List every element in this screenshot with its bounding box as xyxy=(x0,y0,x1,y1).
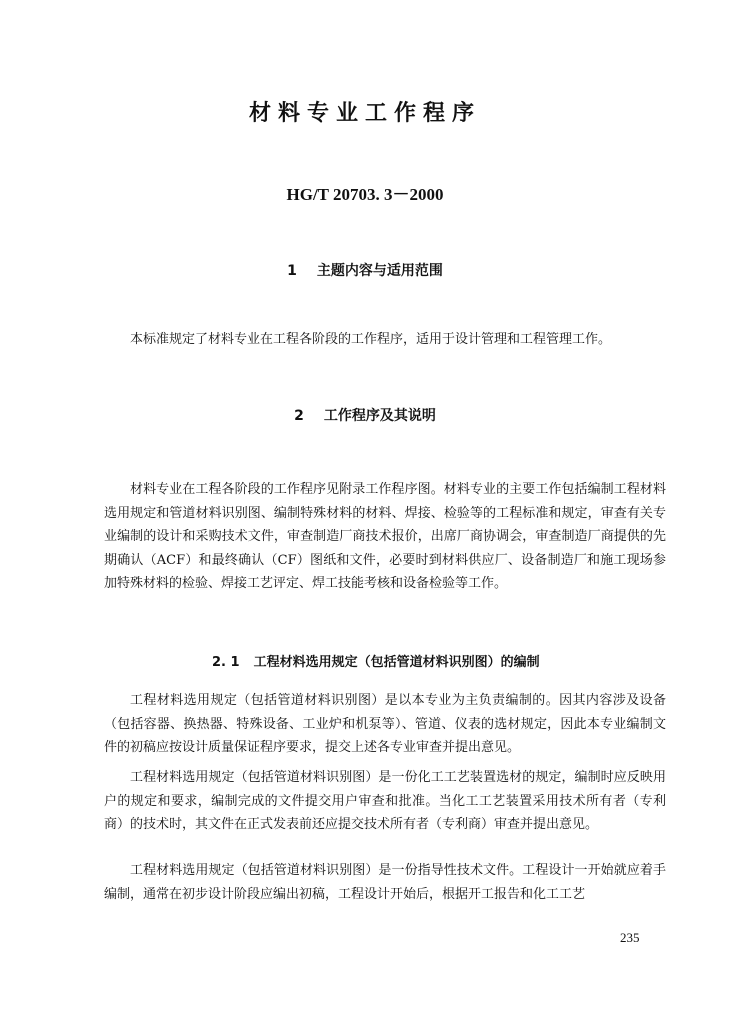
page-number: 235 xyxy=(620,930,640,945)
section-2-paragraph: 材料专业在工程各阶段的工作程序见附录工作程序图。材料专业的主要工作包括编制工程材料选用规定和管道材料识别图、编制特殊材料的材料、焊接、检验等的工程标准和规定，审查有关专业编制的设计和采购技术文件，审查制造厂商技术报价，出席厂商协调会，审查制造厂商提供的先期确认（ACF）和最终确认（CF）图纸和文件，必要时到材料供应厂、设备制造厂和施工现场参加特殊材料的检验、焊接工艺评定、焊工技能考核和设备检验等工作。 xyxy=(104,482,666,591)
section-2-1-title: 工程材料选用规定（包括管道材料识别图）的编制 xyxy=(253,655,540,670)
standard-code: HG/T 20703. 3－2000 xyxy=(286,185,444,204)
section-1-number: 1 xyxy=(287,263,297,279)
section-2-1-paragraph-1: 工程材料选用规定（包括管道材料识别图）是以本专业为主负责编制的。因其内容涉及设备（包括容器、换热器、特殊设备、工业炉和机泵等）、管道、仪表的选材规定，因此本专业编制文件的初稿应按设计质量保证程序要求，提交上述各专业审查并提出意见。 xyxy=(104,693,666,755)
document-title: 材料专业工作程序 xyxy=(248,101,481,126)
section-2-1-number: 2. 1 xyxy=(212,655,240,670)
section-2-1-paragraph-2: 工程材料选用规定（包括管道材料识别图）是一份化工工艺装置选材的规定，编制时应反映用户的规定和要求，编制完成的文件提交用户审查和批准。当化工工艺装置采用技术所有者（专利商）的技术时，其文件在正式发表前还应提交技术所有者（专利商）审查并提出意见。 xyxy=(104,770,666,832)
section-2-title: 工作程序及其说明 xyxy=(323,408,436,424)
section-2-heading xyxy=(0,405,730,425)
section-1-title: 主题内容与适用范围 xyxy=(316,263,443,279)
section-2-number: 2 xyxy=(294,408,304,424)
section-1-paragraph: 本标准规定了材料专业在工程各阶段的工作程序，适用于设计管理和工程管理工作。 xyxy=(130,332,612,347)
section-2-1-heading xyxy=(212,651,540,670)
section-2-1-paragraph-3: 工程材料选用规定（包括管道材料识别图）是一份指导性技术文件。工程设计一开始就应着手编制，通常在初步设计阶段应编出初稿，工程设计开始后，根据开工报告和化工工艺 xyxy=(104,863,666,902)
section-1-heading xyxy=(0,260,730,280)
